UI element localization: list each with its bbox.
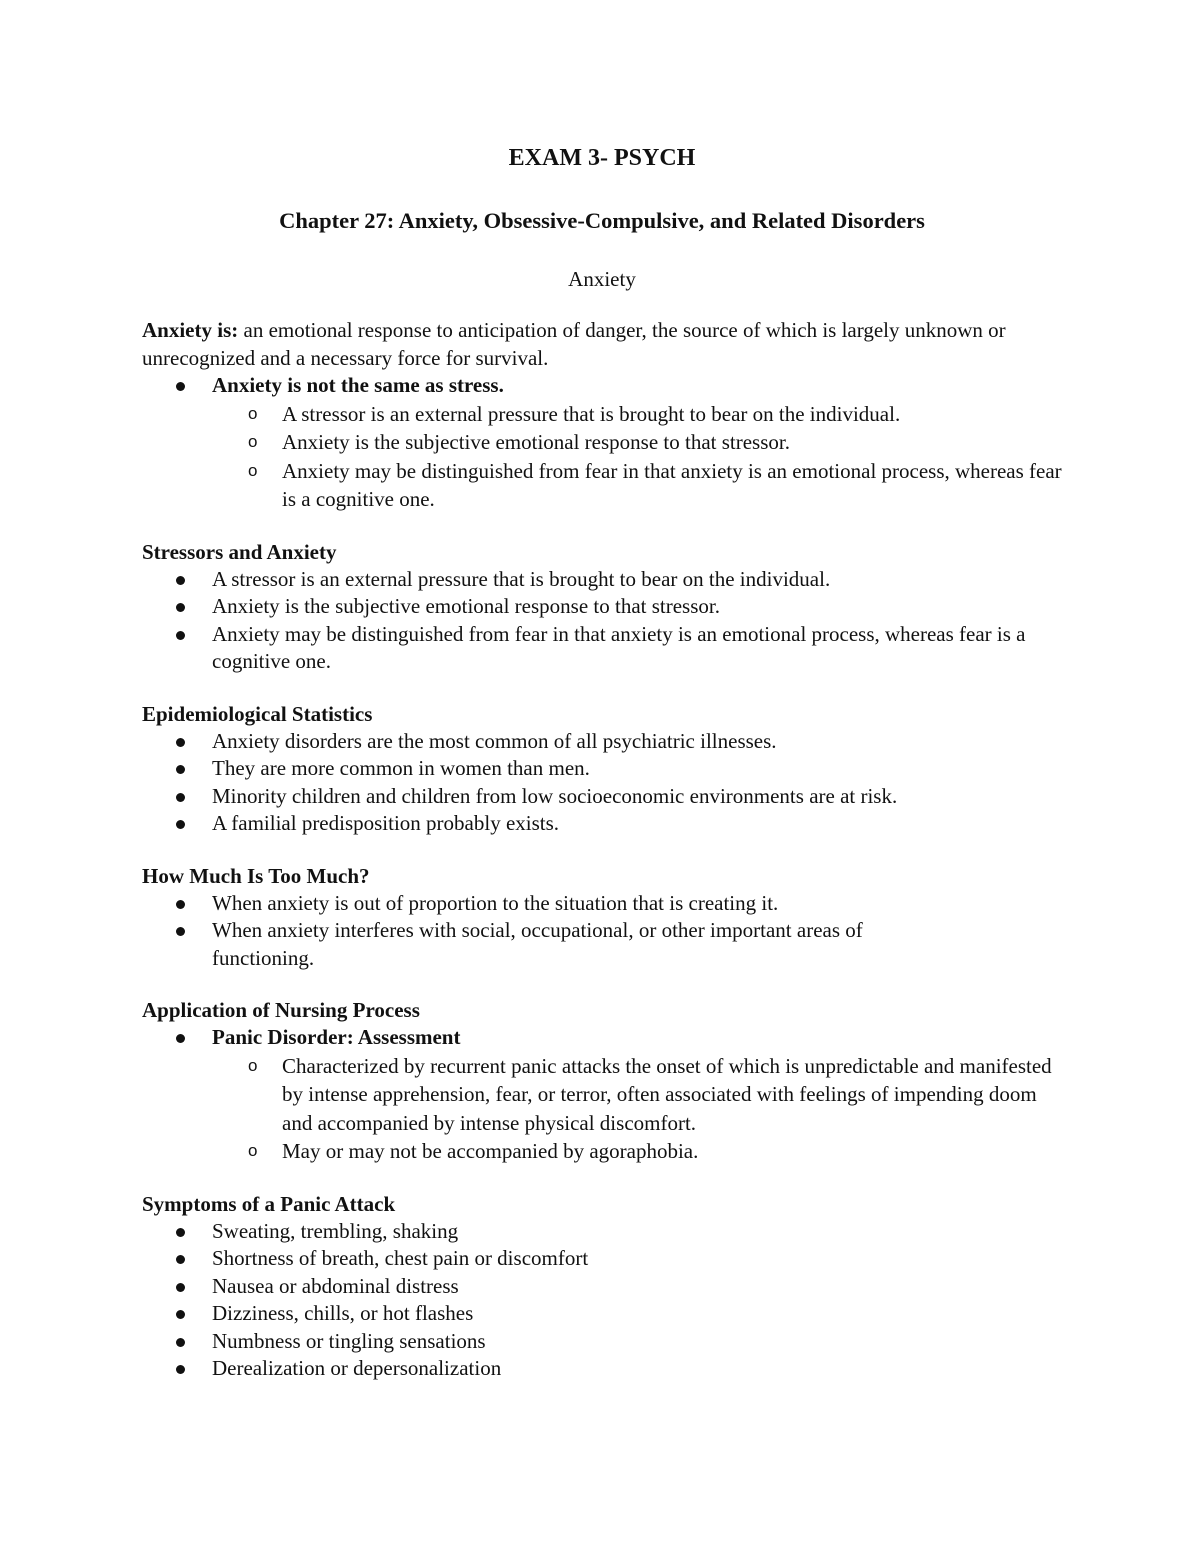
- bullet-icon: [176, 1034, 185, 1043]
- list-item-text: Minority children and children from low socioeconomic environments are at risk.: [212, 783, 898, 808]
- sublist-item: [212, 1137, 1062, 1166]
- list-item-text: A stressor is an external pressure that is brought to bear on the individual.: [212, 566, 831, 591]
- bullet-icon: [176, 1255, 185, 1264]
- intro-sublist: [212, 400, 1062, 514]
- list-item-text: They are more common in women than men.: [212, 756, 590, 780]
- circle-bullet-icon: o: [248, 403, 258, 423]
- stressors-list: [142, 566, 1062, 676]
- list-item: [142, 372, 1062, 400]
- bullet-icon: [176, 900, 185, 909]
- list-item: [142, 1273, 1062, 1301]
- circle-bullet-icon: o: [248, 460, 258, 480]
- list-item: [142, 1024, 1062, 1052]
- section-heading-nursing: Application of Nursing Process: [142, 998, 420, 1022]
- bullet-icon: [176, 820, 185, 829]
- nursing-sublist: [212, 1052, 1062, 1166]
- circle-bullet-icon: o: [248, 1055, 258, 1075]
- list-item-text: Anxiety is not the same as stress.: [212, 373, 504, 397]
- list-item-text: Panic Disorder: Assessment: [212, 1025, 461, 1049]
- list-item-text: When anxiety is out of proportion to the situation that is creating it.: [212, 890, 779, 915]
- list-item-text: Sweating, trembling, shaking: [212, 1218, 459, 1243]
- list-item: [142, 1300, 1062, 1328]
- list-item: [142, 1218, 1062, 1246]
- list-item: [142, 1245, 1062, 1273]
- list-item-text: Anxiety disorders are the most common of all psychiatric illnesses.: [212, 728, 777, 753]
- sublist-item: [212, 1052, 1062, 1138]
- how-much-list: [142, 890, 1062, 973]
- list-item: [142, 917, 1062, 972]
- bullet-icon: [176, 793, 185, 802]
- intro-list: [142, 372, 1062, 400]
- sublist-item: [212, 400, 1062, 429]
- list-item: [142, 593, 1062, 621]
- definition-text: an emotional response to anticipation of danger, the source of which is largely unknown or unrecognized and a necessary force for survival.: [142, 318, 1006, 370]
- list-item-text: Shortness of breath, chest pain or discomfort: [212, 1246, 589, 1270]
- bullet-icon: [176, 1310, 185, 1319]
- list-item: [142, 1328, 1062, 1356]
- bullet-icon: [176, 1365, 185, 1374]
- list-item-text: Anxiety may be distinguished from fear in that anxiety is an emotional process, whereas fear is a cognitive one.: [212, 621, 1026, 673]
- list-item: [142, 783, 1062, 811]
- anxiety-heading: Anxiety: [568, 267, 636, 291]
- sublist-item: [212, 428, 1062, 457]
- sublist-item-text: Characterized by recurrent panic attacks the onset of which is unpredictable and manifested by intense apprehension, fear, or terror, often associated with feelings of impending doom and accompanied by intense physical discomfort.: [282, 1053, 1052, 1135]
- list-item-text: Dizziness, chills, or hot flashes: [212, 1301, 474, 1325]
- list-item: [142, 810, 1062, 838]
- section-heading-stressors: Stressors and Anxiety: [142, 539, 337, 564]
- bullet-icon: [176, 603, 185, 612]
- list-item-text: Nausea or abdominal distress: [212, 1273, 459, 1298]
- list-item-text: Derealization or depersonalization: [212, 1356, 502, 1380]
- bullet-icon: [176, 738, 185, 747]
- document-page: [142, 140, 1062, 1383]
- bullet-icon: [176, 1283, 185, 1292]
- chapter-title: Chapter 27: Anxiety, Obsessive-Compulsive, and Related Disorders: [279, 208, 925, 233]
- definition-term: Anxiety is:: [142, 318, 239, 342]
- circle-bullet-icon: o: [248, 1141, 258, 1160]
- list-item: [142, 621, 1062, 676]
- list-item: [142, 728, 1062, 756]
- list-item-text: Numbness or tingling sensations: [212, 1328, 486, 1353]
- sublist-item-text: May or may not be accompanied by agoraphobia.: [282, 1139, 699, 1163]
- section-heading-how-much: How Much Is Too Much?: [142, 863, 370, 888]
- bullet-icon: [176, 576, 185, 585]
- bullet-icon: [176, 927, 185, 936]
- bullet-icon: [176, 631, 185, 640]
- circle-bullet-icon: o: [248, 432, 258, 451]
- section-heading-epidemiology: Epidemiological Statistics: [142, 701, 373, 726]
- epidemiology-list: [142, 728, 1062, 838]
- list-item: [142, 566, 1062, 594]
- sublist-item-text: Anxiety may be distinguished from fear in that anxiety is an emotional process, whereas fear is a cognitive one.: [282, 458, 1062, 511]
- bullet-icon: [176, 382, 185, 391]
- list-item: [142, 890, 1062, 918]
- sublist-item-text: A stressor is an external pressure that is brought to bear on the individual.: [282, 401, 901, 426]
- anxiety-definition: [142, 316, 1062, 372]
- nursing-list: [142, 1024, 1062, 1052]
- list-item-text: A familial predisposition probably exists.: [212, 811, 560, 835]
- sublist-item: [212, 457, 1062, 514]
- section-heading-symptoms: Symptoms of a Panic Attack: [142, 1191, 396, 1216]
- list-item: [142, 1355, 1062, 1383]
- list-item-text: When anxiety interferes with social, occupational, or other important areas of functioning.: [212, 918, 863, 970]
- symptoms-list: [142, 1218, 1062, 1383]
- list-item-text: Anxiety is the subjective emotional response to that stressor.: [212, 594, 720, 618]
- bullet-icon: [176, 765, 185, 774]
- bullet-icon: [176, 1338, 185, 1347]
- sublist-item-text: Anxiety is the subjective emotional response to that stressor.: [282, 430, 790, 454]
- document-title: EXAM 3- PSYCH: [508, 145, 696, 171]
- bullet-icon: [176, 1228, 185, 1237]
- list-item: [142, 755, 1062, 783]
